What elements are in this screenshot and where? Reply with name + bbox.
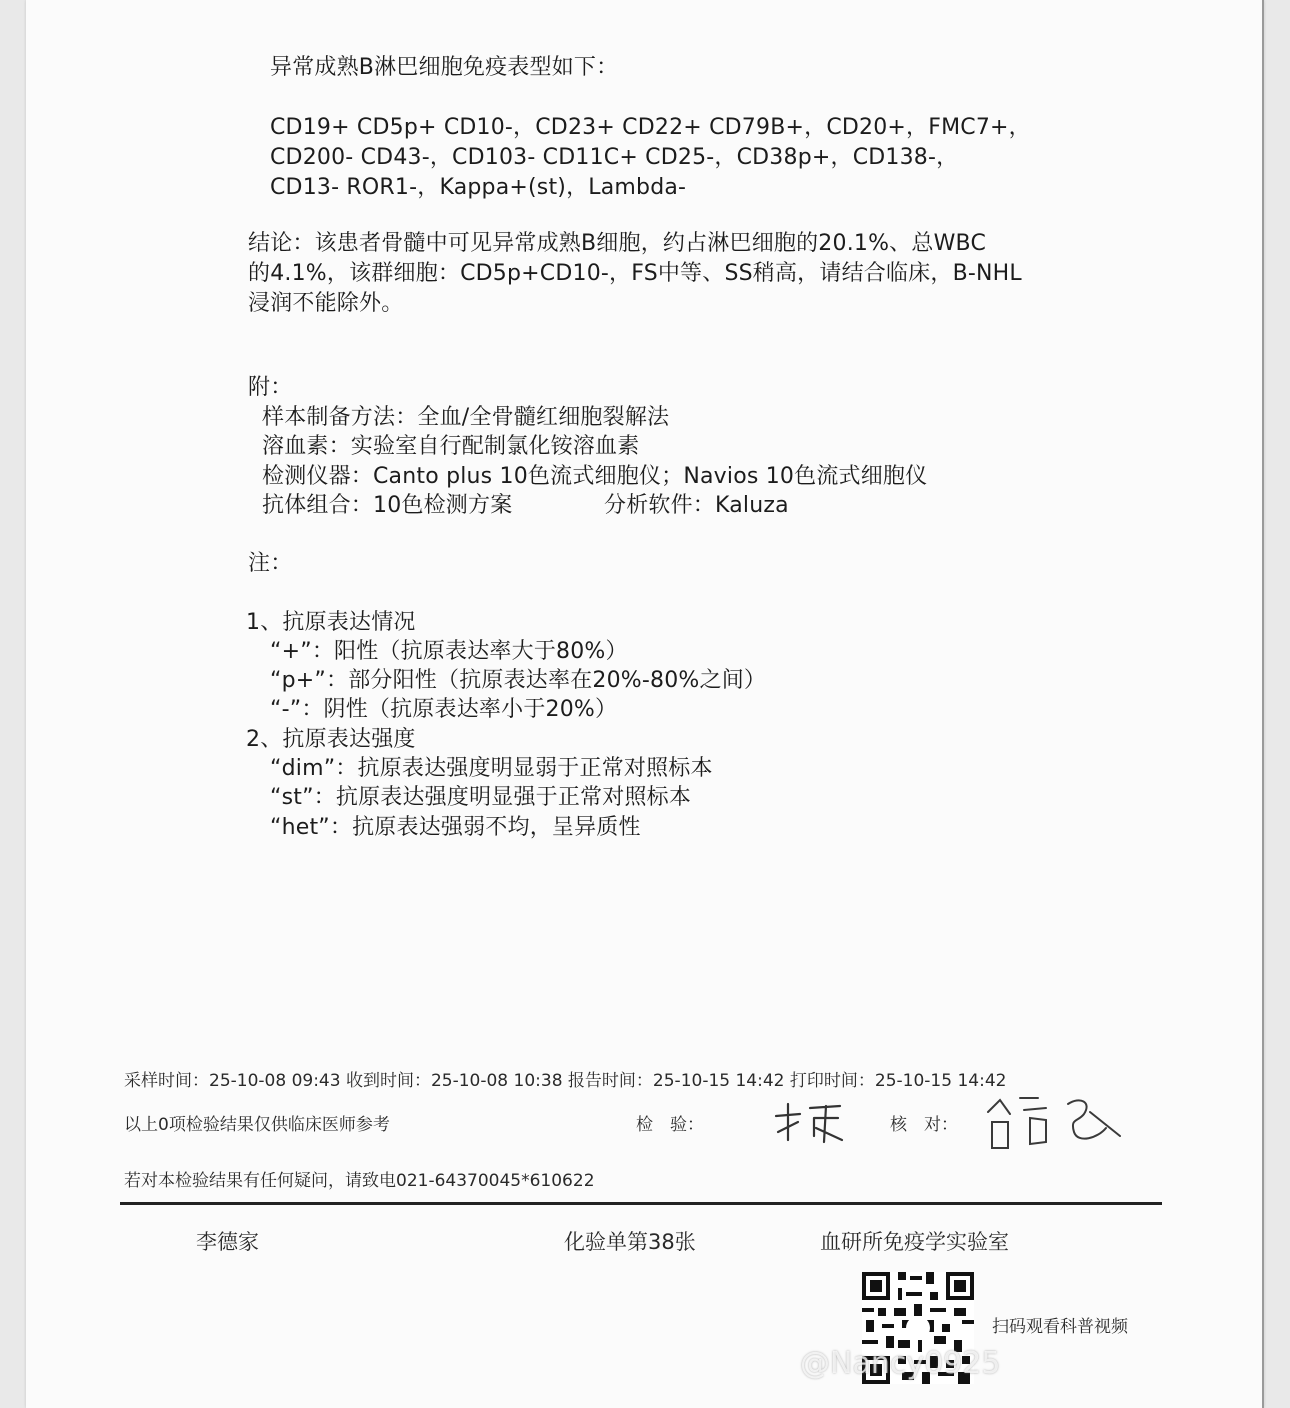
notes-heading: 注： [248, 551, 293, 576]
notes-item-1-negative: “-”：阴性（抗原表达率小于20%） [270, 697, 618, 722]
page-edge [1262, 0, 1264, 1408]
immunophenotype-heading: 异常成熟B淋巴细胞免疫表型如下： [270, 55, 619, 80]
notes-item-1-title: 1、抗原表达情况 [246, 610, 416, 635]
notes-item-2-st: “st”：抗原表达强度明显强于正常对照标本 [270, 785, 692, 810]
footer-reference: 以上0项检验结果仅供临床医师参考 [124, 1115, 390, 1135]
lab-name: 血研所免疫学实验室 [820, 1230, 1009, 1254]
notes-item-2-title: 2、抗原表达强度 [246, 727, 416, 752]
appendix-sample-prep: 样本制备方法：全血/全骨髓红细胞裂解法 [262, 405, 670, 430]
qr-caption: 扫码观看科普视频 [992, 1317, 1128, 1337]
immunophenotype-line-3: CD13- ROR1-，Kappa+(st)，Lambda- [270, 175, 687, 200]
notes-item-1-partial: “p+”：部分阳性（抗原表达率在20%-80%之间） [270, 668, 767, 693]
footer-review-label: 核 对： [890, 1115, 958, 1135]
sheet-number: 化验单第38张 [564, 1230, 696, 1254]
conclusion-line-1: 结论：该患者骨髓中可见异常成熟B细胞，约占淋巴细胞的20.1%、总WBC [248, 231, 987, 256]
appendix-antibody: 抗体组合：10色检测方案 [262, 493, 513, 518]
appendix-heading: 附： [248, 375, 293, 400]
footer-times: 采样时间：25-10-08 09:43 收到时间：25-10-08 10:38 报告时间：25-10-15 14:42 打印时间：25-10-15 14:42 [124, 1071, 1007, 1091]
footer-divider [120, 1202, 1162, 1205]
immunophenotype-line-1: CD19+ CD5p+ CD10-，CD23+ CD22+ CD79B+，CD20+，FMC7+， [270, 115, 1031, 140]
notes-item-2-dim: “dim”：抗原表达强度明显弱于正常对照标本 [270, 756, 713, 781]
reviewer-signature [980, 1092, 1130, 1154]
footer-contact: 若对本检验结果有任何疑问，请致电021-64370045*610622 [124, 1171, 595, 1191]
footer-inspect-label: 检 验： [636, 1115, 704, 1135]
notes-item-1-positive: “+”：阳性（抗原表达率大于80%） [270, 639, 628, 664]
conclusion-line-3: 浸润不能除外。 [248, 291, 404, 316]
watermark: @Nancy0925 [800, 1346, 1001, 1381]
conclusion-line-2: 的4.1%，该群细胞：CD5p+CD10-，FS中等、SS稍高，请结合临床，B-NHL [248, 261, 1022, 286]
appendix-hemolysin: 溶血素：实验室自行配制氯化铵溶血素 [262, 434, 640, 459]
patient-name: 李德家 [196, 1230, 259, 1254]
report-sheet [26, 0, 1264, 1408]
appendix-software: 分析软件：Kaluza [604, 493, 789, 518]
immunophenotype-line-2: CD200- CD43-，CD103- CD11C+ CD25-，CD38p+，CD138-， [270, 145, 959, 170]
notes-item-2-het: “het”：抗原表达强弱不均，呈异质性 [270, 815, 641, 840]
inspector-signature [770, 1098, 846, 1146]
appendix-instrument: 检测仪器：Canto plus 10色流式细胞仪；Navios 10色流式细胞仪 [262, 464, 928, 489]
